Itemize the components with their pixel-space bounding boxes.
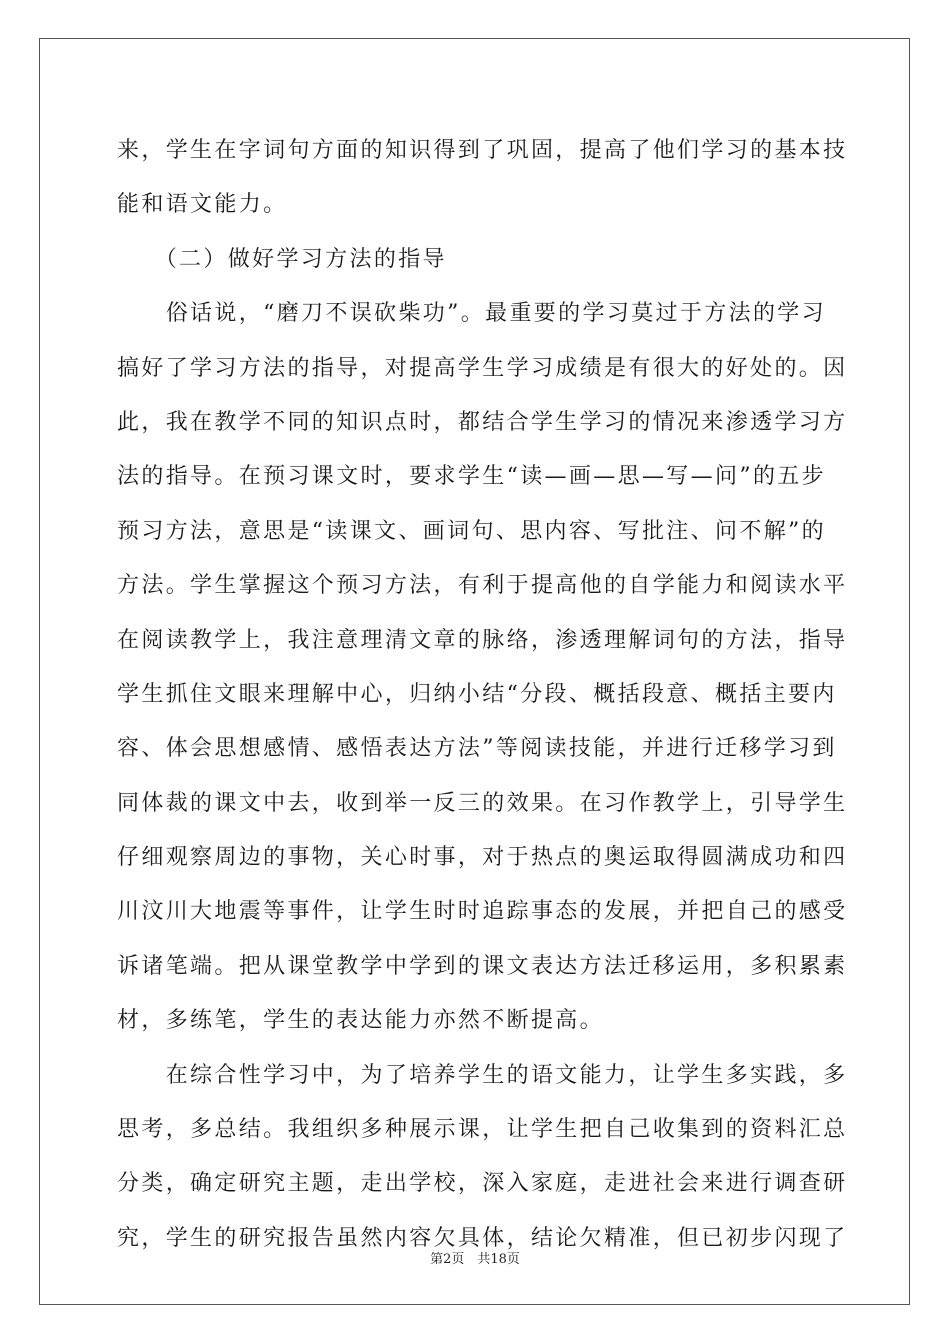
text-line: 学生抓住文眼来理解中心，归纳小结“分段、概括段意、概括主要内: [117, 681, 837, 707]
text-line: 同体裁的课文中去，收到举一反三的效果。在习作教学上，引导学生: [117, 790, 848, 816]
text-line: 材，多练笔，学生的表达能力亦然不断提高。: [117, 1008, 605, 1034]
page-number-footer: 第2页 共18页: [430, 1252, 520, 1267]
section-heading: （二）做好学习方法的指导: [117, 246, 447, 272]
text-line: 诉诸笔端。把从课堂教学中学到的课文表达方法迁移运用，多积累素: [117, 953, 848, 979]
text-line: 此，我在教学不同的知识点时，都结合学生学习的情况来渗透学习方: [117, 409, 848, 435]
text-line: 法的指导。在预习课文时，要求学生“读—画—思—写—问”的五步: [117, 464, 826, 490]
text-line: 究，学生的研究报告虽然内容欠具体，结论欠精准，但已初步闪现了: [117, 1225, 848, 1251]
document-body: [117, 124, 848, 1266]
text-line: 川汶川大地震等事件，让学生时时追踪事态的发展，并把自己的感受: [117, 899, 848, 925]
text-line: 在综合性学习中，为了培养学生的语文能力，让学生多实践，多: [117, 1062, 848, 1088]
text-line: 预习方法，意思是“读课文、画词句、思内容、写批注、问不解”的: [117, 518, 826, 544]
text-line: 思考，多总结。我组织多种展示课，让学生把自己收集到的资料汇总: [117, 1117, 848, 1143]
text-line: 俗话说，“磨刀不误砍柴功”。最重要的学习莫过于方法的学习: [117, 301, 826, 327]
text-line: 能和语文能力。: [117, 192, 288, 218]
text-line: 来，学生在字词句方面的知识得到了巩固，提高了他们学习的基本技: [117, 138, 848, 163]
text-line: 方法。学生掌握这个预习方法，有利于提高他的自学能力和阅读水平: [117, 573, 848, 599]
text-line: 分类，确定研究主题，走出学校，深入家庭，走进社会来进行调查研: [117, 1171, 848, 1197]
text-line: 在阅读教学上，我注意理清文章的脉络，渗透理解词句的方法，指导: [117, 627, 848, 653]
text-line: 仔细观察周边的事物，关心时事，对于热点的奥运取得圆满成功和四: [117, 845, 848, 871]
text-line: 容、体会思想感情、感悟表达方法”等阅读技能，并进行迁移学习到: [117, 736, 837, 762]
text-line: 搞好了学习方法的指导，对提高学生学习成绩是有很大的好处的。因: [117, 355, 848, 381]
